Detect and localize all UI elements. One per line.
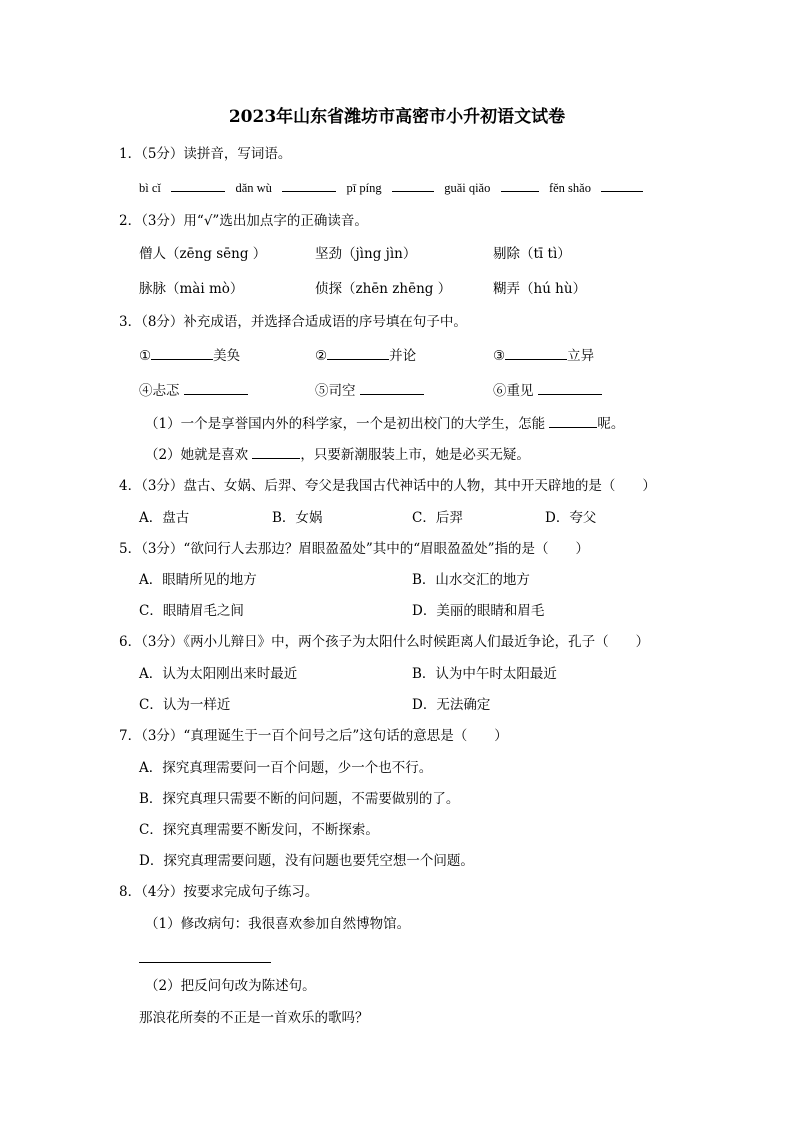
q1-pinyin-3: pī píng	[346, 181, 382, 195]
q1-answer-blank-2[interactable]	[282, 179, 336, 192]
q2-item-3: 剔除（tī tì）	[493, 246, 571, 262]
q1-pinyin-1: bì cǐ	[139, 181, 161, 195]
q7-option-b[interactable]: B．探究真理只需要不断的问问题，不需要做别的了。	[139, 791, 460, 807]
q3-idiom-5-blank[interactable]	[360, 382, 424, 395]
q8-stem: 8．（4分）按要求完成句子练习。	[119, 884, 319, 900]
q1-answer-blank-4[interactable]	[501, 179, 539, 192]
q5-option-d[interactable]: D．美丽的眼睛和眉毛	[412, 603, 545, 619]
q5-option-b[interactable]: B．山水交汇的地方	[412, 572, 530, 588]
q4-option-b[interactable]: B．女娲	[272, 510, 323, 526]
q6-option-a[interactable]: A．认为太阳刚出来时最近	[139, 666, 298, 682]
q2-stem: 2．（3分）用“√”选出加点字的正确读音。	[119, 213, 368, 229]
q4-option-a[interactable]: A．盘古	[139, 510, 190, 526]
q8-sub2: （2）把反问句改为陈述句。	[145, 978, 316, 994]
q3-sentence-1-end: 呢。	[597, 416, 625, 432]
q4-stem: 4．（3分）盘古、女娲、后羿、夸父是我国古代神话中的人物，其中开天辟地的是（ ）	[119, 478, 656, 494]
q3-idiom-1-suffix: 美奂	[213, 348, 241, 364]
q3-idiom-3	[493, 347, 594, 365]
q3-sentence-2	[145, 446, 530, 464]
q3-idiom-1-blank[interactable]	[151, 347, 213, 360]
q3-idiom-4-blank[interactable]	[184, 382, 248, 395]
q6-option-b[interactable]: B．认为中午时太阳最近	[412, 666, 557, 682]
q1-pinyin-row	[139, 179, 643, 197]
q3-idiom-6-prefix: ⑥重见	[493, 383, 534, 399]
q3-idiom-5-prefix: ⑤司空	[315, 383, 356, 399]
q3-idiom-2-blank[interactable]	[327, 347, 389, 360]
q6-option-c[interactable]: C．认为一样近	[139, 697, 231, 713]
q6-option-d[interactable]: D．无法确定	[412, 697, 491, 713]
q3-idiom-6	[493, 382, 602, 400]
q3-stem: 3．（8分）补充成语，并选择合适成语的序号填在句子中。	[119, 314, 467, 330]
q3-idiom-3-suffix: 立异	[567, 348, 595, 364]
q1-pinyin-4: guǎi qiǎo	[444, 181, 491, 195]
q3-idiom-3-blank[interactable]	[505, 347, 567, 360]
q3-idiom-1	[139, 347, 240, 365]
q3-sentence-1	[145, 415, 624, 433]
q3-sentence-1-blank[interactable]	[549, 415, 597, 428]
q3-sentence-2-blank[interactable]	[252, 446, 300, 459]
q3-idiom-2	[315, 347, 416, 365]
q2-item-6: 糊弄（hú hù）	[493, 281, 587, 297]
q3-idiom-5	[315, 382, 424, 400]
q1-stem: 1．（5分）读拼音，写词语。	[119, 146, 292, 162]
q4-option-c[interactable]: C．后羿	[412, 510, 463, 526]
q5-option-a[interactable]: A．眼睛所见的地方	[139, 572, 257, 588]
q7-stem: 7．（3分）“真理诞生于一百个问号之后”这句话的意思是（ ）	[119, 728, 508, 744]
q7-option-a[interactable]: A．探究真理需要问一百个问题，少一个也不行。	[139, 760, 433, 776]
q8-sub1: （1）修改病句：我很喜欢参加自然博物馆。	[145, 916, 411, 932]
q3-sentence-2-text: （2）她就是喜欢	[145, 447, 249, 463]
q2-item-4: 脉脉（mài mò）	[139, 281, 244, 297]
q5-stem: 5．（3分）“欲问行人去那边？眉眼盈盈处”其中的“眉眼盈盈处”指的是（ ）	[119, 541, 590, 557]
q2-item-2: 坚劲（jìng jìn）	[315, 246, 417, 262]
q3-idiom-1-prefix: ①	[139, 348, 152, 364]
q8-sentence: 那浪花所奏的不正是一首欢乐的歌吗？	[139, 1010, 369, 1026]
q3-idiom-2-suffix: 并论	[389, 348, 417, 364]
q8-answer-line[interactable]	[139, 962, 271, 963]
q3-sentence-1-text: （1）一个是享誉国内外的科学家，一个是初出校门的大学生，怎能	[145, 416, 546, 432]
q3-idiom-6-blank[interactable]	[538, 382, 602, 395]
q1-answer-blank-5[interactable]	[601, 179, 643, 192]
q1-pinyin-2: dǎn wù	[235, 181, 272, 195]
q2-item-5: 侦探（zhēn zhēng ）	[315, 281, 452, 297]
q7-option-c[interactable]: C．探究真理需要不断发问，不断探索。	[139, 822, 379, 838]
q3-idiom-3-prefix: ③	[493, 348, 506, 364]
q2-item-1: 僧人（zēng sēng ）	[139, 246, 267, 262]
q5-option-c[interactable]: C．眼睛眉毛之间	[139, 603, 244, 619]
q1-pinyin-5: fěn shǎo	[548, 181, 591, 195]
q3-idiom-2-prefix: ②	[315, 348, 328, 364]
q3-idiom-4-prefix: ④忐忑	[139, 383, 180, 399]
page-title: 2023年山东省潍坊市高密市小升初语文试卷	[228, 107, 566, 127]
q3-sentence-2-end: ，只要新潮服装上市，她是必买无疑。	[300, 447, 530, 463]
q1-answer-blank-3[interactable]	[392, 179, 434, 192]
q1-answer-blank-1[interactable]	[171, 179, 225, 192]
q3-idiom-4	[139, 382, 248, 400]
q6-stem: 6．（3分）《两小儿辩日》中，两个孩子为太阳什么时候距离人们最近争论，孔子（ ）	[119, 634, 650, 650]
q7-option-d[interactable]: D．探究真理需要问题，没有问题也要凭空想一个问题。	[139, 853, 474, 869]
q4-option-d[interactable]: D．夸父	[545, 510, 597, 526]
